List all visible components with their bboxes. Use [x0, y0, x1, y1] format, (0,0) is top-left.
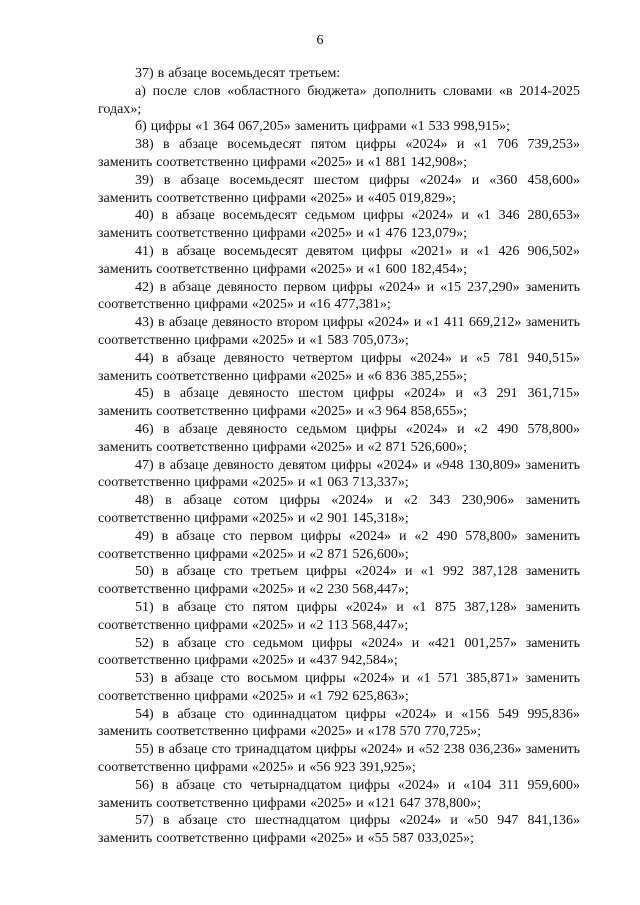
- paragraph: 40) в абзаце восемьдесят седьмом цифры «2024» и «1 346 280,653» заменить соответственно цифрами «2025» и «1 476 123,079»;: [98, 208, 580, 242]
- paragraph: б) цифры «1 364 067,205» заменить цифрами «1 533 998,915»;: [135, 119, 511, 135]
- paragraph: 43) в абзаце девяносто втором цифры «2024» и «1 411 669,212» заменить соответственно цифрами «2025» и «1 583 705,073»;: [98, 315, 580, 348]
- paragraph: 55) в абзаце сто тринадцатом цифры «2024» и «52 238 036,236» заменить соответственно цифрами «2025» и «56 923 391,925»;: [98, 742, 580, 776]
- paragraph: 54) в абзаце сто одиннадцатом цифры «2024» и «156 549 995,836» заменить соответственно цифрами «2025» и «178 570 770,725»;: [98, 706, 580, 740]
- paragraph: 42) в абзаце девяносто первом цифры «2024» и «15 237,290» заменить соответственно цифрами «2025» и «16 477,381»;: [98, 279, 580, 313]
- page-number: 6: [316, 33, 324, 48]
- document-body: [98, 65, 580, 848]
- paragraph: а) после слов «областного бюджета» дополнить словами «в 2014-2025 годах»;: [98, 83, 580, 117]
- paragraph: 46) в абзаце девяносто седьмом цифры «2024» и «2 490 578,800» заменить соответственно цифрами «2025» и «2 871 526,600»;: [98, 421, 580, 455]
- paragraph: 53) в абзаце сто восьмом цифры «2024» и «1 571 385,871» заменить соответственно цифрами «2025» и «1 792 625,863»;: [98, 671, 580, 704]
- paragraph: 44) в абзаце девяносто четвертом цифры «2024» и «5 781 940,515» заменить соответственно цифрами «2025» и «6 836 385,255»;: [98, 350, 580, 384]
- paragraph: 52) в абзаце сто седьмом цифры «2024» и «421 001,257» заменить соответственно цифрами «2025» и «437 942,584»;: [98, 635, 580, 669]
- paragraph: 39) в абзаце восемьдесят шестом цифры «2024» и «360 458,600» заменить соответственно цифрами «2025» и «405 019,829»;: [98, 172, 580, 206]
- paragraph: 56) в абзаце сто четырнадцатом цифры «2024» и «104 311 959,600» заменить соответственно цифрами «2025» и «121 647 378,800»;: [98, 777, 580, 811]
- paragraph: 49) в абзаце сто первом цифры «2024» и «2 490 578,800» заменить соответственно цифрами «2025» и «2 871 526,600»;: [98, 528, 580, 562]
- paragraph: 37) в абзаце восемьдесят третьем:: [135, 66, 341, 81]
- paragraph: 57) в абзаце сто шестнадцатом цифры «2024» и «50 947 841,136» заменить соответственно цифрами «2025» и «55 587 033,025»;: [98, 813, 580, 847]
- paragraph: 48) в абзаце сотом цифры «2024» и «2 343 230,906» заменить соответственно цифрами «2025» и «2 901 145,318»;: [98, 493, 580, 526]
- paragraph: 38) в абзаце восемьдесят пятом цифры «2024» и «1 706 739,253» заменить соответственно цифрами «2025» и «1 881 142,908»;: [98, 137, 580, 170]
- paragraph: 51) в абзаце сто пятом цифры «2024» и «1 875 387,128» заменить соответственно цифрами «2025» и «2 113 568,447»;: [98, 599, 580, 633]
- paragraph: 47) в абзаце девяносто девятом цифры «2024» и «948 130,809» заменить соответственно цифрами «2025» и «1 063 713,337»;: [98, 457, 580, 491]
- paragraph: 45) в абзаце девяносто шестом цифры «2024» и «3 291 361,715» заменить соответственно цифрами «2025» и «3 964 858,655»;: [98, 386, 580, 420]
- paragraph: 41) в абзаце восемьдесят девятом цифры «2021» и «1 426 906,502» заменить соответственно цифрами «2025» и «1 600 182,454»;: [98, 243, 580, 277]
- paragraph: 50) в абзаце сто третьем цифры «2024» и «1 992 387,128 заменить соответственно цифрами «2025» и «2 230 568,447»;: [98, 564, 580, 598]
